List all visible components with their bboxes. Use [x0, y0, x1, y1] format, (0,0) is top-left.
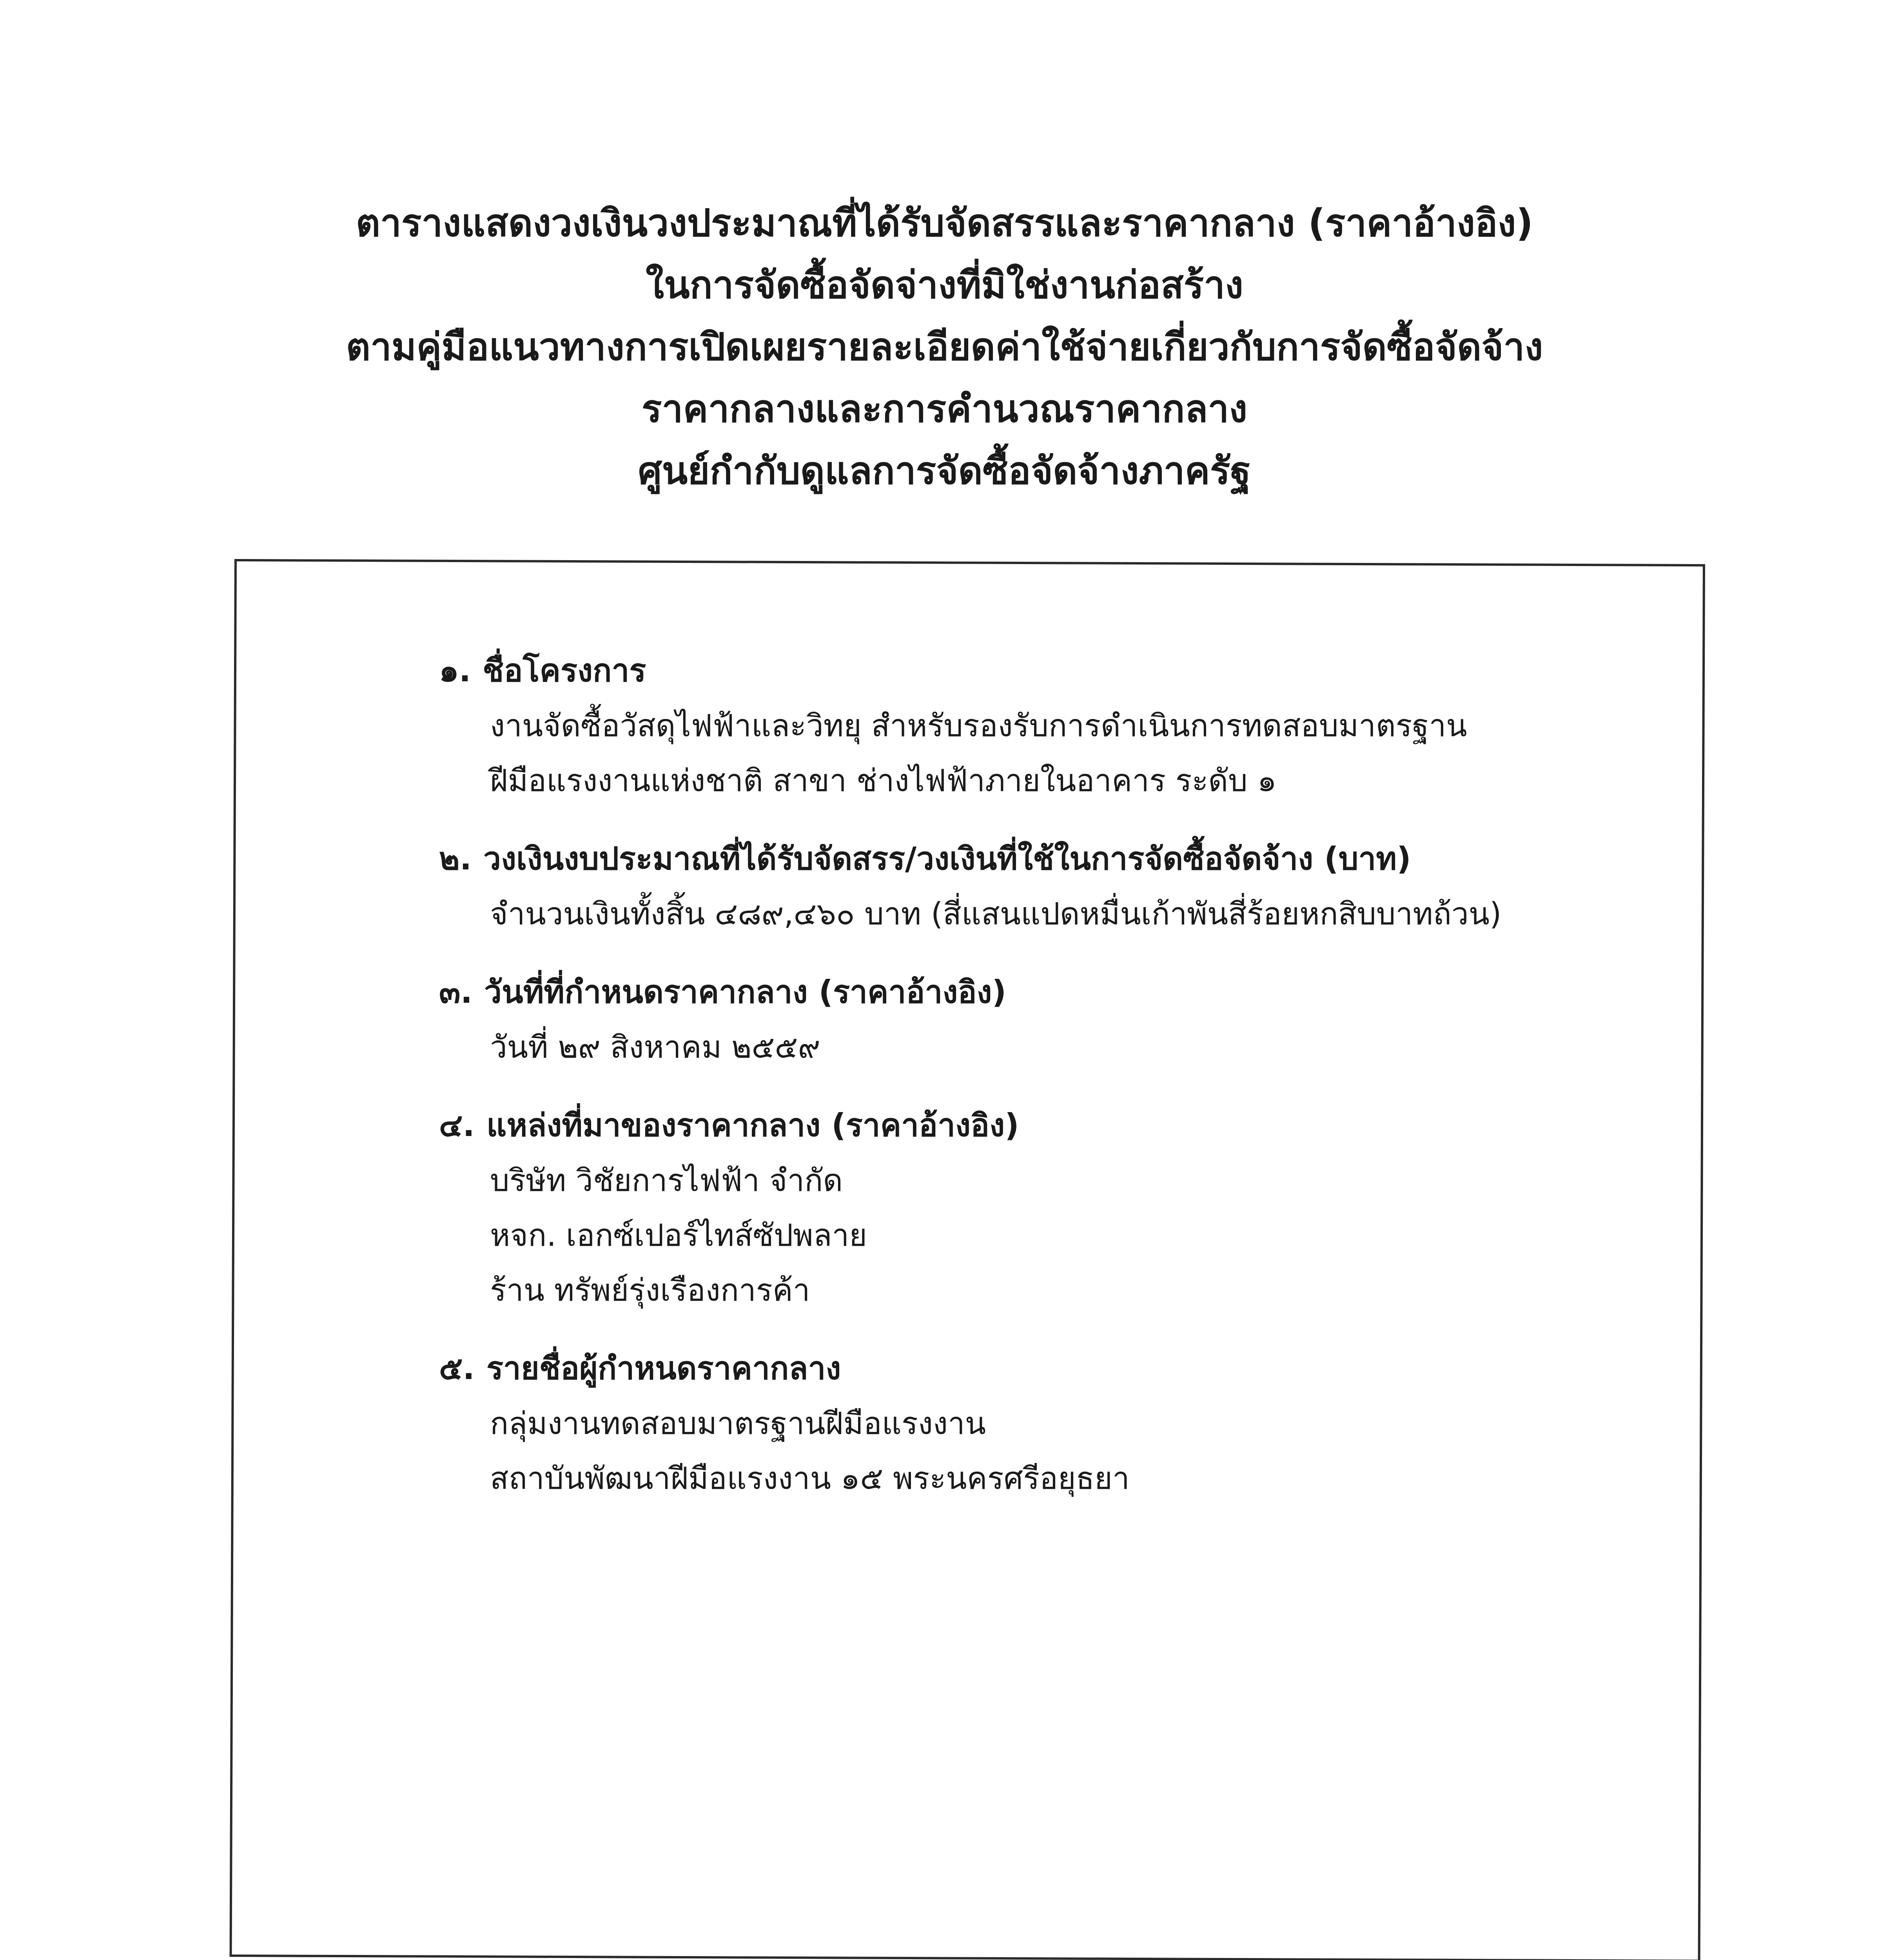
title-line-1: ตารางแสดงวงเงินวงประมาณที่ได้รับจัดสรรและราคากลาง (ราคาอ้างอิง) — [356, 201, 1533, 245]
section-price-setters — [439, 1341, 1693, 1506]
section-title: ชื่อโครงการ — [483, 652, 646, 689]
section-number: ๔. — [439, 1107, 475, 1143]
section-text: ฝีมือแรงงานแห่งชาติ สาขา ช่างไฟฟ้าภายในอาคาร ระดับ ๑ — [490, 763, 1277, 799]
section-text: จำนวนเงินทั้งสิ้น ๔๘๙,๔๖๐ บาท (สี่แสนแปดหมื่นเก้าพันสี่ร้อยหกสิบบาทถ้วน) — [490, 897, 1502, 932]
title-line-4: ราคากลางและการคำนวณราคากลาง — [641, 387, 1248, 431]
section-number: ๒. — [439, 840, 472, 877]
section-title: แหล่งที่มาของราคากลาง (ราคาอ้างอิง) — [486, 1107, 1019, 1143]
document-title — [0, 192, 1889, 502]
title-line-2: ในการจัดซื้อจัดจ่างที่มิใช่งานก่อสร้าง — [646, 263, 1243, 307]
section-title: วันที่ที่กำหนดราคากลาง (ราคาอ้างอิง) — [484, 974, 1007, 1010]
section-number: ๕. — [439, 1350, 475, 1387]
section-heading — [439, 643, 1693, 699]
section-text: วันที่ ๒๙ สิงหาคม ๒๕๕๙ — [490, 1030, 820, 1065]
section-text: ร้าน ทรัพย์รุ่งเรืองการค้า — [490, 1273, 810, 1308]
section-budget — [439, 831, 1693, 942]
section-heading — [439, 1341, 1693, 1396]
section-heading — [439, 964, 1693, 1020]
section-heading — [439, 1098, 1693, 1153]
section-text: บริษัท วิชัยการไฟฟ้า จำกัด — [490, 1163, 843, 1198]
section-title: รายชื่อผู้กำหนดราคากลาง — [486, 1350, 841, 1387]
section-reference-date — [439, 964, 1693, 1075]
section-number: ๑. — [439, 652, 471, 689]
title-line-5: ศูนย์กำกับดูแลการจัดซื้อจัดจ้างภาครัฐ — [638, 449, 1251, 493]
section-price-sources — [439, 1098, 1693, 1318]
sections-list — [439, 643, 1693, 1529]
section-number: ๓. — [439, 974, 473, 1010]
title-line-3: ตามคู่มือแนวทางการเปิดเผยรายละเอียดค่าใช้จ่ายเกี่ยวกับการจัดซื้อจัดจ้าง — [346, 325, 1543, 369]
section-project-name — [439, 643, 1693, 808]
section-title: วงเงินงบประมาณที่ได้รับจัดสรร/วงเงินที่ใช้ในการจัดซื้อจัดจ้าง (บาท) — [483, 840, 1411, 877]
section-text: หจก. เอกซ์เปอร์ไทส์ซัปพลาย — [490, 1218, 867, 1253]
section-text: กลุ่มงานทดสอบมาตรฐานฝีมือแรงงาน — [490, 1406, 986, 1441]
section-text: สถาบันพัฒนาฝีมือแรงงาน ๑๕ พระนครศรีอยุธยา — [490, 1461, 1130, 1496]
section-heading — [439, 831, 1693, 887]
section-text: งานจัดซื้อวัสดุไฟฟ้าและวิทยุ สำหรับรองรับการดำเนินการทดสอบมาตรฐาน — [490, 708, 1467, 744]
